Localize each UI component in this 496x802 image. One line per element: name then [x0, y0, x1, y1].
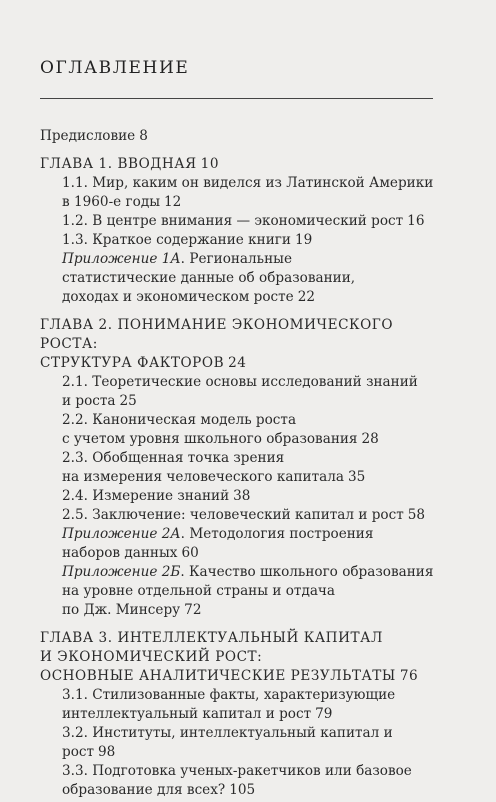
appendix-text: . Качество школьного образования на уровне отдельной страны и отдача по Дж. Минсеру: [62, 564, 434, 618]
appendix-text: . Региональные статистические данные об образовании, доходах и экономическом росте: [62, 251, 356, 305]
toc-section-3-1[interactable]: [40, 686, 440, 724]
page-number: 19: [294, 232, 313, 248]
page-number: 38: [233, 488, 251, 504]
toc-section-1-3[interactable]: [40, 231, 440, 250]
page-number: 12: [164, 194, 182, 210]
toc-section-2-1[interactable]: [40, 373, 440, 411]
appendix-text: . Методология построения наборов данных: [62, 526, 374, 561]
page-number: 98: [98, 744, 116, 760]
section-text: 1.3. Краткое содержание книги: [62, 232, 291, 248]
appendix-label: Приложение 2Б: [62, 564, 181, 580]
page-number: 16: [407, 213, 425, 229]
toc-section-1-2[interactable]: [40, 212, 440, 231]
page-number: 28: [361, 431, 379, 447]
section-text: 2.3. Обобщенная точка зрения на измерения человеческого капитала: [62, 450, 344, 485]
appendix-label: Приложение 2А: [62, 526, 181, 542]
section-text: 3.3. Подготовка ученых-ракетчиков или базовое образование для всех?: [62, 763, 412, 798]
toc-entry-preface[interactable]: [40, 127, 440, 146]
section-text: 2.2. Каноническая модель роста с учетом уровня школьного образования: [62, 412, 358, 447]
page-number: 8: [139, 128, 148, 144]
toc-section-3-2[interactable]: [40, 724, 440, 762]
page-number: 72: [184, 602, 202, 618]
page-number: 79: [315, 706, 333, 722]
toc-chapter-3[interactable]: [40, 629, 440, 686]
title-divider: [40, 98, 433, 99]
appendix-label: Приложение 1А: [62, 251, 181, 267]
table-of-contents: [40, 127, 440, 800]
toc-section-2-5[interactable]: [40, 506, 440, 525]
toc-section-2-3[interactable]: [40, 449, 440, 487]
page-number: 10: [200, 156, 220, 172]
section-text: 1.2. В центре внимания — экономический рост: [62, 213, 404, 229]
toc-appendix-1a[interactable]: [40, 250, 440, 307]
page-number: 25: [119, 393, 137, 409]
page-number: 24: [228, 355, 247, 371]
toc-section-3-3[interactable]: [40, 762, 440, 800]
toc-chapter-1[interactable]: [40, 155, 440, 174]
page-number: 58: [407, 507, 426, 523]
toc-section-2-4[interactable]: [40, 487, 440, 506]
toc-section-2-2[interactable]: [40, 411, 440, 449]
section-text: 3.2. Институты, интеллектуальный капитал и рост: [62, 725, 393, 760]
toc-appendix-2a[interactable]: [40, 525, 440, 563]
section-text: 2.1. Теоретические основы исследований знаний и роста: [62, 374, 418, 409]
section-text: 2.4. Измерение знаний: [62, 488, 230, 504]
section-text: 2.5. Заключение: человеческий капитал и рост: [62, 507, 404, 523]
page-number: 60: [181, 545, 199, 561]
page-number: 105: [229, 782, 256, 798]
page-number: 76: [399, 668, 419, 684]
entry-text: Предисловие: [40, 128, 136, 144]
toc-chapter-2[interactable]: [40, 316, 440, 373]
section-text: 3.1. Стилизованные факты, характеризующие интеллектуальный капитал и рост: [62, 687, 396, 722]
chapter-title: ГЛАВА 1. ВВОДНАЯ: [40, 156, 197, 172]
section-text: 1.1. Мир, каким он виделся из Латинской Америки в 1960-е годы: [62, 175, 434, 210]
toc-appendix-2b[interactable]: [40, 563, 440, 620]
page-title: ОГЛАВЛЕНИЕ: [40, 58, 190, 78]
toc-section-1-1[interactable]: [40, 174, 440, 212]
page-number: 35: [347, 469, 366, 485]
chapter-title: ГЛАВА 2. ПОНИМАНИЕ ЭКОНОМИЧЕСКОГО РОСТА: СТРУКТУРА ФАКТОРОВ: [40, 317, 394, 371]
chapter-title: ГЛАВА 3. ИНТЕЛЛЕКТУАЛЬНЫЙ КАПИТАЛ И ЭКОНОМИЧЕСКИЙ РОСТ: ОСНОВНЫЕ АНАЛИТИЧЕСКИЕ РЕЗУЛЬТАТЫ: [40, 630, 396, 684]
page-number: 22: [297, 289, 316, 305]
